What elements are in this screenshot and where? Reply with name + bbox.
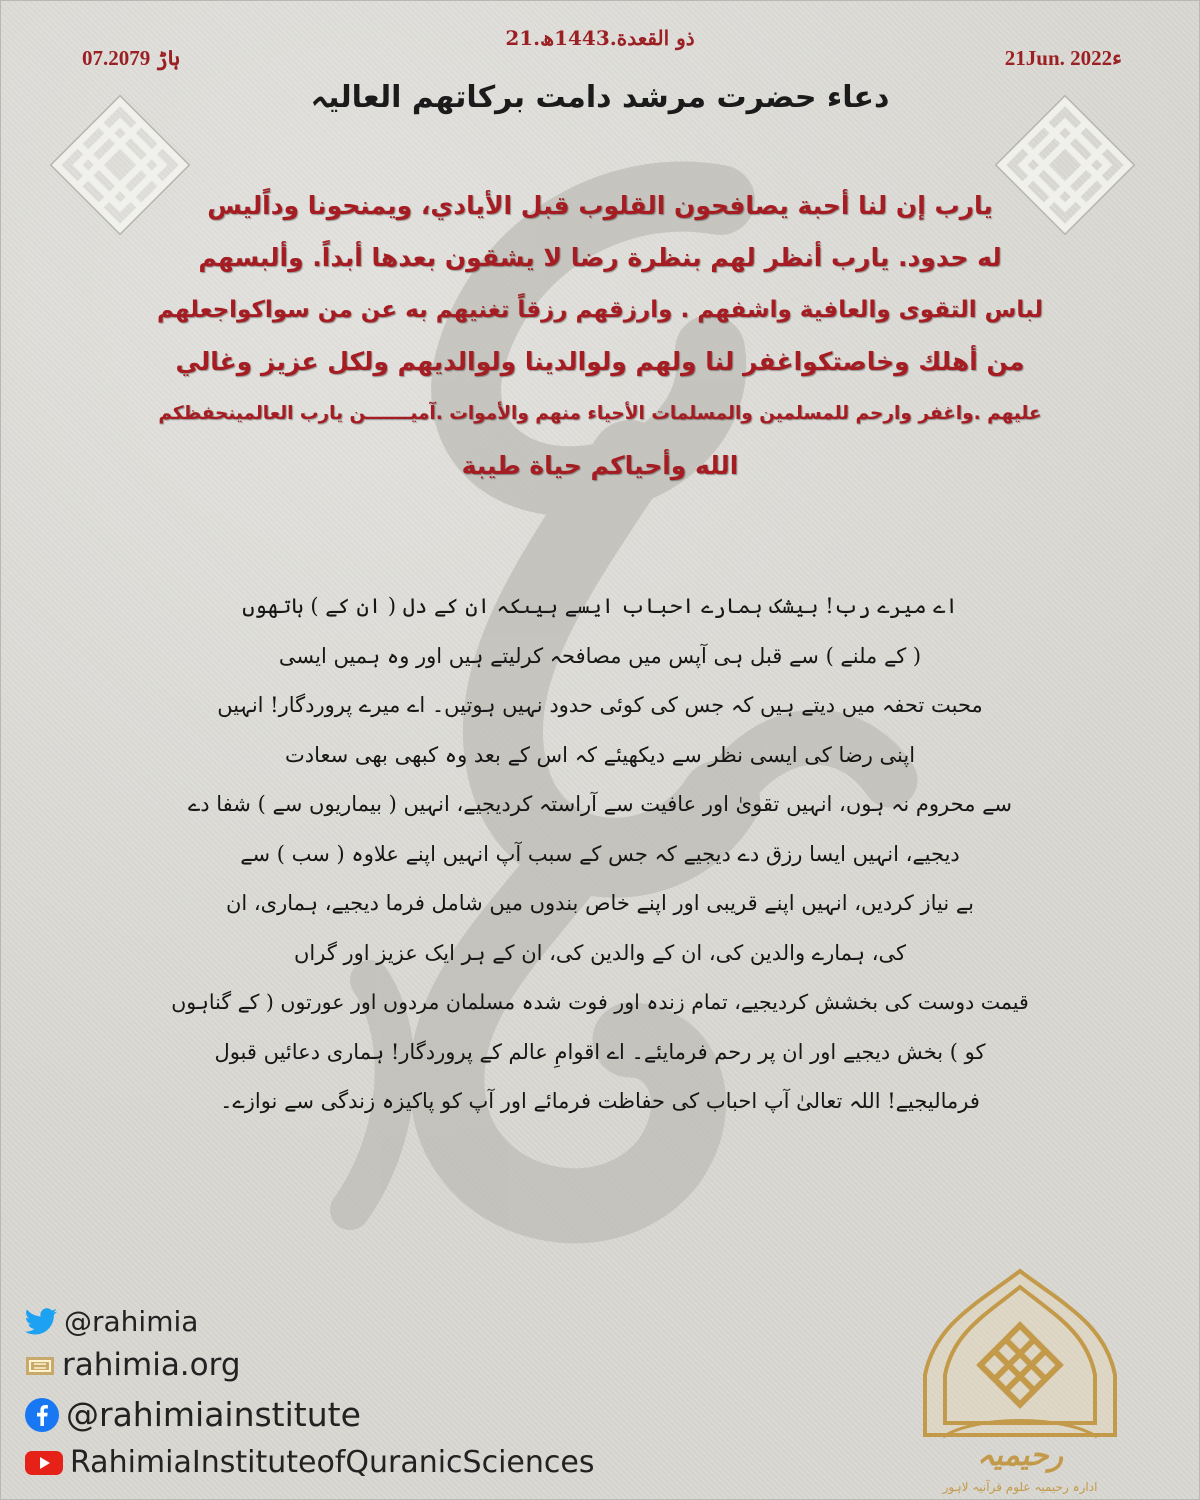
- facebook-icon: [24, 1397, 60, 1433]
- arabic-line: لباس التقوی والعافیة واشفهم . وارزقهم رزقاً تغنیهم به عن من سواکواجعلهم: [156, 297, 1044, 323]
- page-title: دعاء حضرت مرشد دامت برکاتھم العالیہ: [310, 80, 890, 115]
- facebook-handle: @rahimiainstitute: [66, 1395, 361, 1434]
- website-url: rahimia.org: [62, 1347, 241, 1383]
- arabic-line: علیهم .واغفر وارحم للمسلمین والمسلمات الأحیاء منهم والأموات .آمیـــــــن یارب العالمینحفظکم: [158, 403, 1042, 424]
- bikrami-date: 07.ہاڑ 2079: [82, 46, 181, 70]
- twitter-link[interactable]: [24, 1305, 198, 1338]
- twitter-icon: [24, 1308, 58, 1336]
- web-icon: [24, 1351, 56, 1379]
- youtube-channel: RahimiaInstituteofQuranicSciences: [70, 1445, 595, 1480]
- website-link[interactable]: [24, 1347, 241, 1383]
- arabic-dua: [150, 180, 1050, 492]
- hijri-date: 21.ذو القعدة.1443ھ: [505, 26, 695, 50]
- urdu-line: محبت تحفہ میں دیتے ہیں کہ جس کی کوئی حدود نہیں ہوتیں۔ اے میرے پروردگار! انہیں: [217, 693, 983, 717]
- urdu-line: سے محروم نہ ہوں، انہیں تقویٰ اور عافیت سے آراستہ کردیجیے، انہیں ( بیماریوں سے ) شفا دے: [187, 792, 1013, 816]
- urdu-line: فرمالیجیے! اللہ تعالیٰ آپ احباب کی حفاظت فرمائے اور آپ کو پاکیزہ زندگی سے نوازے۔: [220, 1089, 980, 1113]
- arabic-line: من أهلك وخاصتکواغفر لنا ولهم ولوالدینا ولوالدیهم ولکل عزیز وغالي: [175, 347, 1025, 376]
- arabic-line: یارب إن لنا أحبة یصافحون القلوب قبل الأیادي، ویمنحونا وداًلیس: [207, 191, 993, 220]
- rahimia-logo: [915, 1265, 1125, 1500]
- urdu-line: بے نیاز کردیں، انہیں اپنے قریبی اور اپنے خاص بندوں میں شامل فرما دیجیے، ہماری، ان: [225, 891, 975, 915]
- urdu-translation: [170, 582, 1030, 1127]
- youtube-link[interactable]: [24, 1445, 594, 1480]
- facebook-link[interactable]: [24, 1395, 361, 1434]
- arabic-line: الله وأحیاکم حیاة طیبة: [461, 451, 739, 480]
- urdu-line: کو ) بخش دیجیے اور ان پر رحم فرمایئے۔ اے اقوامِ عالم کے پروردگار! ہماری دعائیں قبول: [214, 1039, 986, 1064]
- urdu-line: اے میرے رب! بیشک ہمارے احباب ایسے ہیںکہ ان کے دل ( ان کے ) ہاتھوں: [242, 594, 958, 618]
- urdu-line: قیمت دوست کی بخشش کردیجیے، تمام زندہ اور فوت شدہ مسلمان مردوں اور عورتوں ( کے گناہوں: [171, 990, 1029, 1014]
- twitter-handle: @rahimia: [64, 1305, 199, 1338]
- urdu-line: دیجیے، انہیں ایسا رزق دے دیجیے کہ جس کے سبب آپ انہیں اپنے علاوہ ( سب ) سے: [240, 841, 960, 866]
- urdu-line: اپنی رضا کی ایسی نظر سے دیکھیئے کہ اس کے بعد وہ کبھی بھی سعادت: [284, 742, 916, 767]
- youtube-icon: [24, 1449, 64, 1477]
- arabic-line: له حدود. یارب أنظر لهم بنظرة رضا لا یشقون بعدها أبداً. وألبسهم: [198, 243, 1002, 272]
- urdu-line: ( کے ملنے ) سے قبل ہی آپس میں مصافحہ کرلیتے ہیں اور وہ ہمیں ایسی: [278, 643, 922, 668]
- logo-subtitle: ادارہ رحیمیہ علوم قرآنیہ لاہور: [942, 1480, 1098, 1494]
- gregorian-date: 21Jun. 2022ء: [1004, 46, 1122, 70]
- logo-script: رحیمیہ: [976, 1438, 1064, 1473]
- urdu-line: کی، ہمارے والدین کی، ان کے والدین کی، ان کے ہر ایک عزیز اور گراں: [293, 940, 907, 965]
